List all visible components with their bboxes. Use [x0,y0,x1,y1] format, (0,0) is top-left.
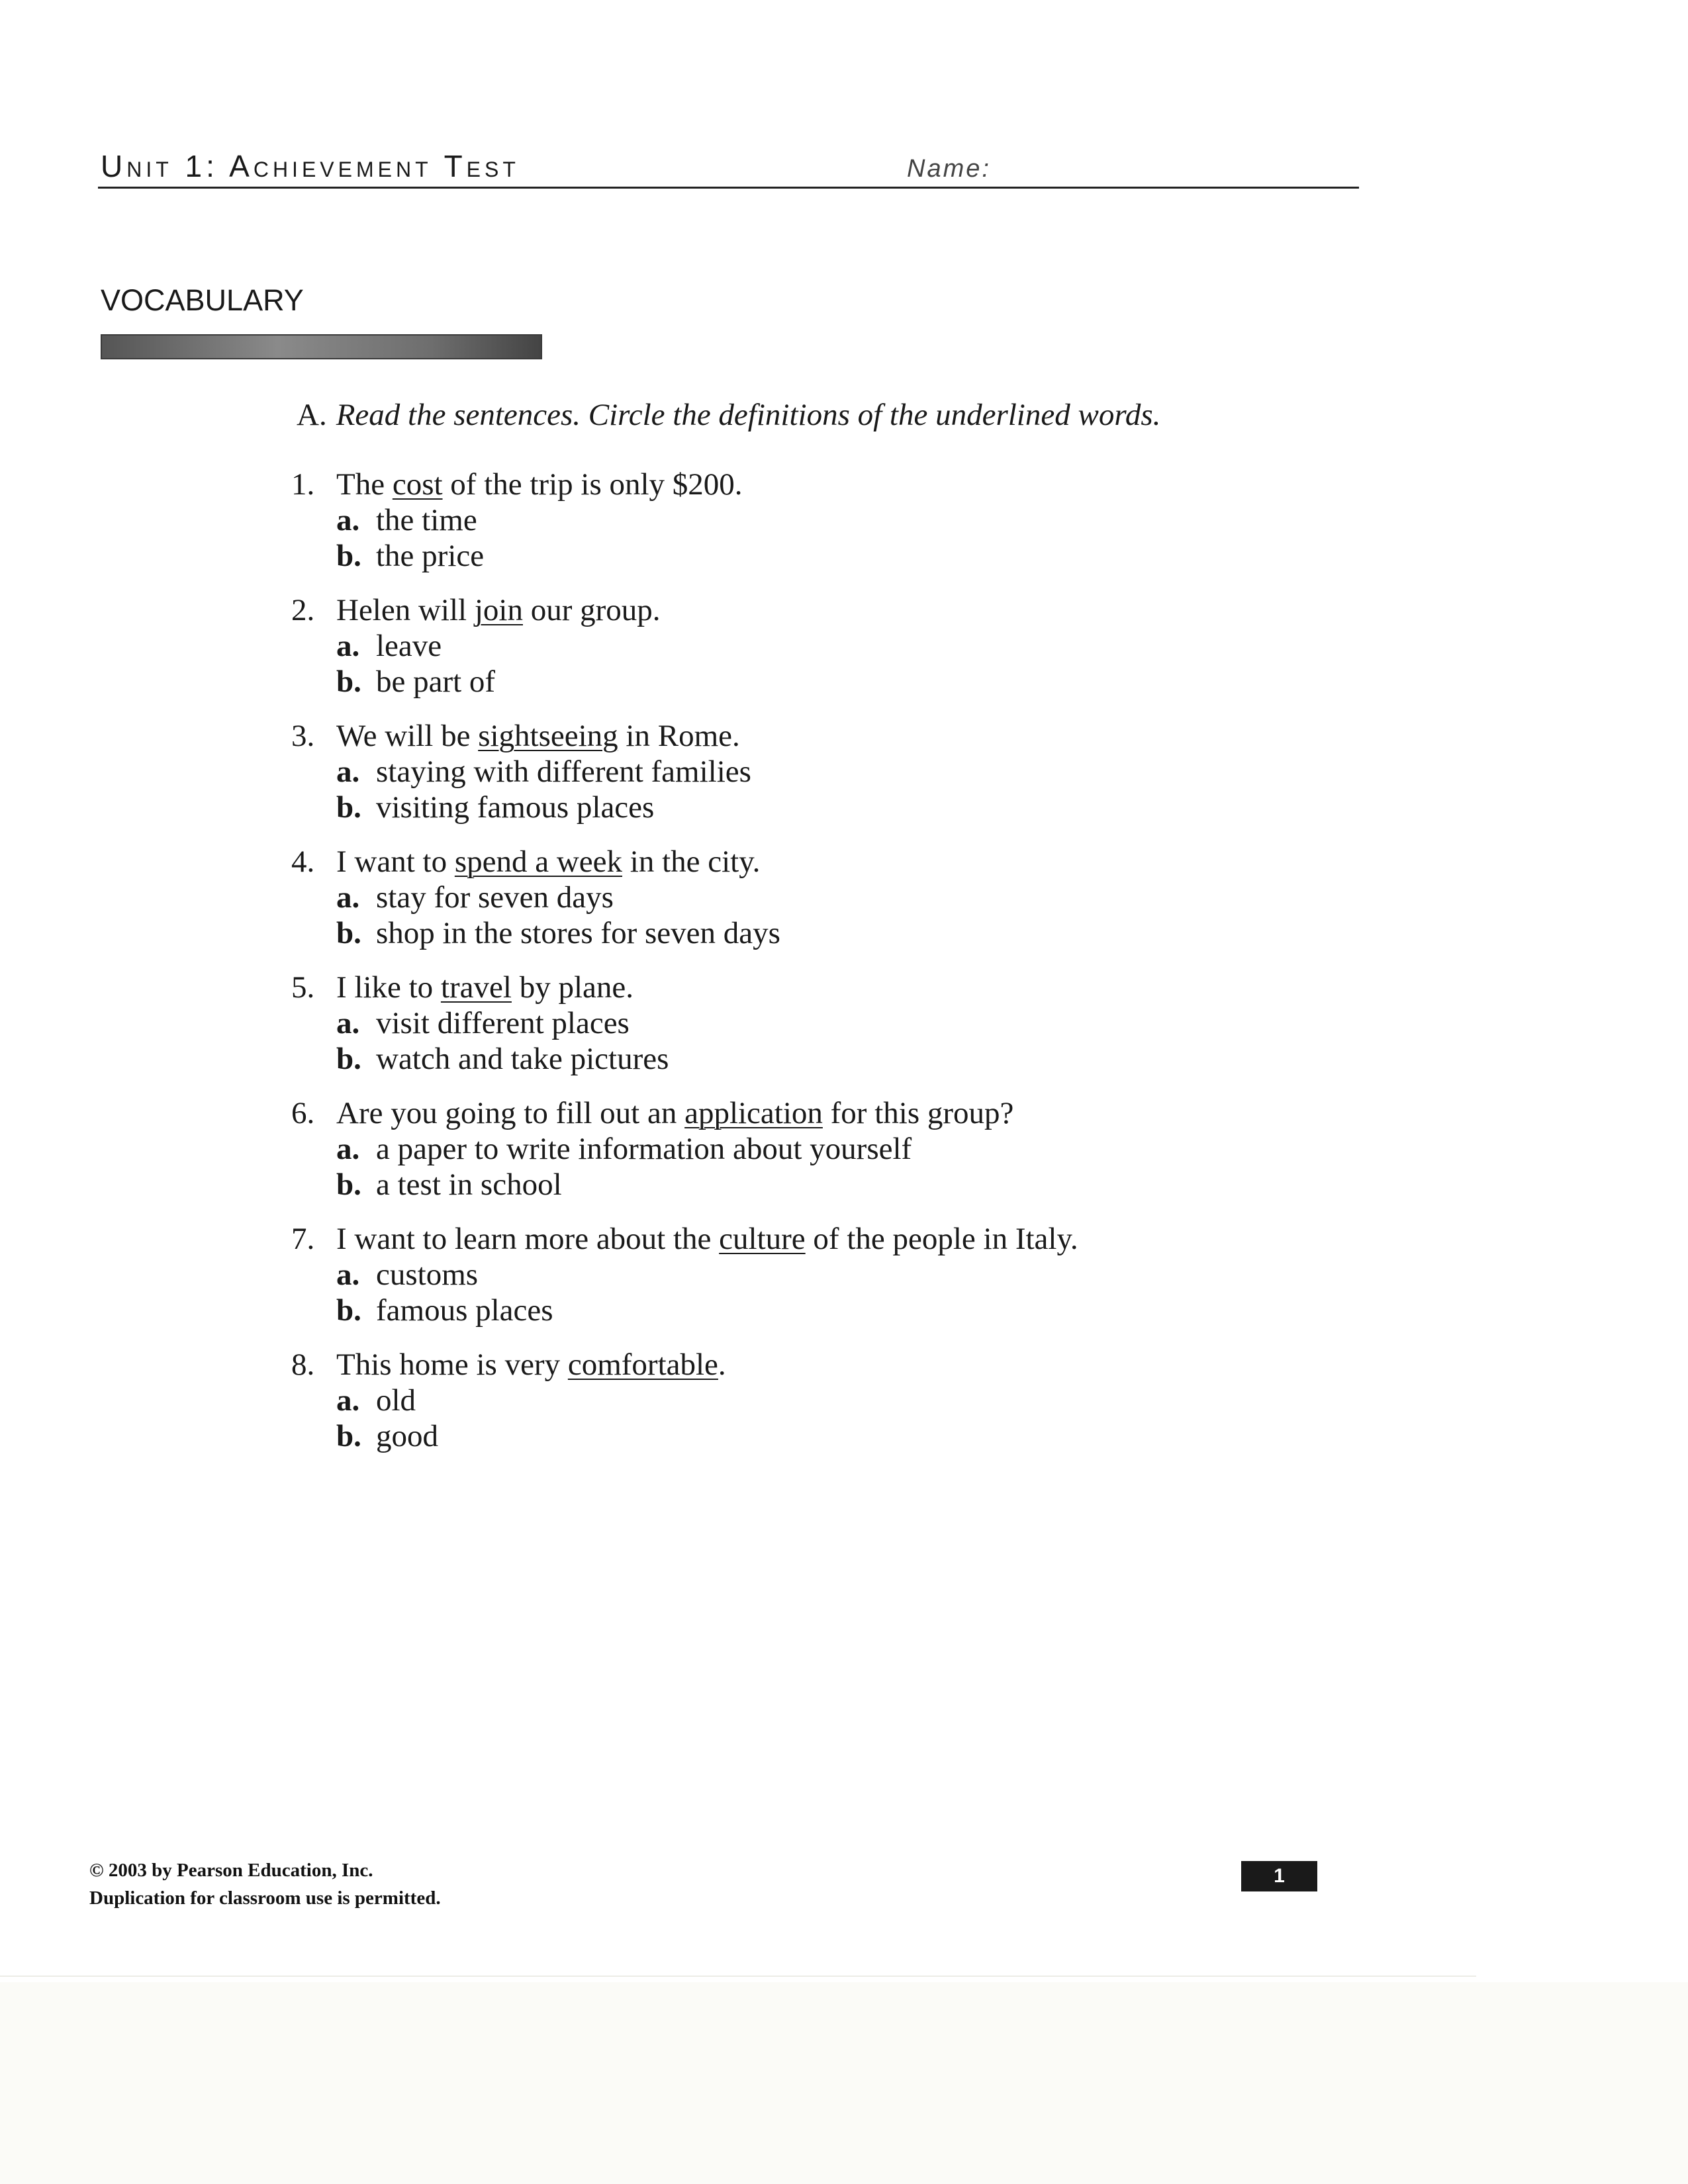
underlined-word: travel [440,970,512,1005]
question-text-after: in the city. [622,844,761,879]
question-text-after: by plane. [511,970,633,1005]
option-text: be part of [376,664,496,699]
option-b[interactable] [291,1293,1483,1328]
section-divider-bar [101,334,542,359]
footer [89,1856,441,1912]
option-letter: b. [336,1042,361,1076]
page-number-badge: 1 [1241,1861,1317,1891]
question-4 [291,844,1483,970]
question-text-before: I want to [336,844,455,879]
question-number: 6. [291,1096,315,1130]
question-text-after: in Rome. [618,719,740,753]
question-text-after: for this group? [822,1096,1014,1130]
question-text-before: We will be [336,719,479,753]
question-number: 8. [291,1347,315,1382]
option-a[interactable] [291,1383,1483,1418]
option-text: a paper to write information about yourself [376,1132,912,1166]
page-header [98,146,1359,189]
question-number: 2. [291,593,315,627]
question-3 [291,718,1483,844]
question-5 [291,970,1483,1095]
underlined-word: spend a week [454,844,623,879]
question-number: 1. [291,467,315,502]
question-7 [291,1221,1483,1347]
option-text: staying with different families [376,754,751,789]
option-a[interactable] [291,1005,1483,1041]
question-1 [291,467,1483,592]
option-text: a test in school [376,1167,562,1202]
option-text: visiting famous places [376,790,655,825]
option-b[interactable] [291,915,1483,951]
option-letter: b. [336,1419,361,1453]
question-number: 7. [291,1222,315,1256]
underlined-word: culture [719,1222,806,1256]
question-text-before: I like to [336,970,441,1005]
question-text-after: of the trip is only $200. [442,467,743,502]
question-number: 3. [291,719,315,753]
option-a[interactable] [291,1257,1483,1293]
permission-notice: Duplication for classroom use is permitted. [89,1888,441,1909]
option-text: shop in the stores for seven days [376,916,780,950]
header-title: Unit 1: Achievement Test [101,149,520,183]
option-letter: b. [336,1167,361,1202]
option-letter: b. [336,916,361,950]
option-text: famous places [376,1293,553,1328]
option-letter: b. [336,539,361,573]
section-title: VOCABULARY [101,283,304,317]
underlined-word: comfortable [567,1347,718,1382]
question-6 [291,1095,1483,1221]
instruction-text: Read the sentences. Circle the definitions of the underlined words. [336,398,1161,432]
question-8 [291,1347,1483,1473]
option-text: leave [376,629,442,663]
question-text-before: Are you going to fill out an [336,1096,685,1130]
option-text: old [376,1383,416,1418]
name-field-label: Name: [907,155,991,183]
option-b[interactable] [291,1418,1483,1454]
option-b[interactable] [291,664,1483,700]
option-text: customs [376,1257,479,1292]
question-text-after: our group. [522,593,661,627]
option-letter: b. [336,664,361,699]
option-letter: a. [336,1383,360,1418]
option-text: visit different places [376,1006,630,1040]
option-a[interactable] [291,754,1483,790]
option-text: stay for seven days [376,880,614,915]
option-b[interactable] [291,790,1483,825]
underlined-word: sightseeing [478,719,618,753]
question-text-after: of the people in Italy. [805,1222,1078,1256]
option-a[interactable] [291,628,1483,664]
instruction-letter: A. [297,398,327,432]
option-b[interactable] [291,538,1483,574]
option-b[interactable] [291,1167,1483,1203]
option-letter: b. [336,1293,361,1328]
underlined-word: join [474,593,523,627]
option-letter: b. [336,790,361,825]
scan-background [0,1982,1688,2184]
option-a[interactable] [291,880,1483,915]
option-text: the price [376,539,485,573]
question-text-before: This home is very [336,1347,568,1382]
option-letter: a. [336,1006,360,1040]
option-text: watch and take pictures [376,1042,669,1076]
question-text-before: Helen will [336,593,475,627]
question-number: 4. [291,844,315,879]
option-a[interactable] [291,1131,1483,1167]
question-list [291,467,1483,1473]
option-letter: a. [336,1132,360,1166]
question-text-before: The [336,467,393,502]
question-text-before: I want to learn more about the [336,1222,720,1256]
page-edge [0,1976,1476,1977]
option-letter: a. [336,754,360,789]
option-a[interactable] [291,502,1483,538]
option-letter: a. [336,880,360,915]
copyright-notice: © 2003 by Pearson Education, Inc. [89,1860,373,1881]
option-text: good [376,1419,438,1453]
instruction [297,397,1160,433]
question-number: 5. [291,970,315,1005]
option-letter: a. [336,1257,360,1292]
option-letter: a. [336,629,360,663]
option-b[interactable] [291,1041,1483,1077]
underlined-word: cost [392,467,443,502]
underlined-word: application [684,1096,823,1130]
question-2 [291,592,1483,718]
question-text-after: . [718,1347,726,1382]
option-letter: a. [336,503,360,537]
option-text: the time [376,503,477,537]
